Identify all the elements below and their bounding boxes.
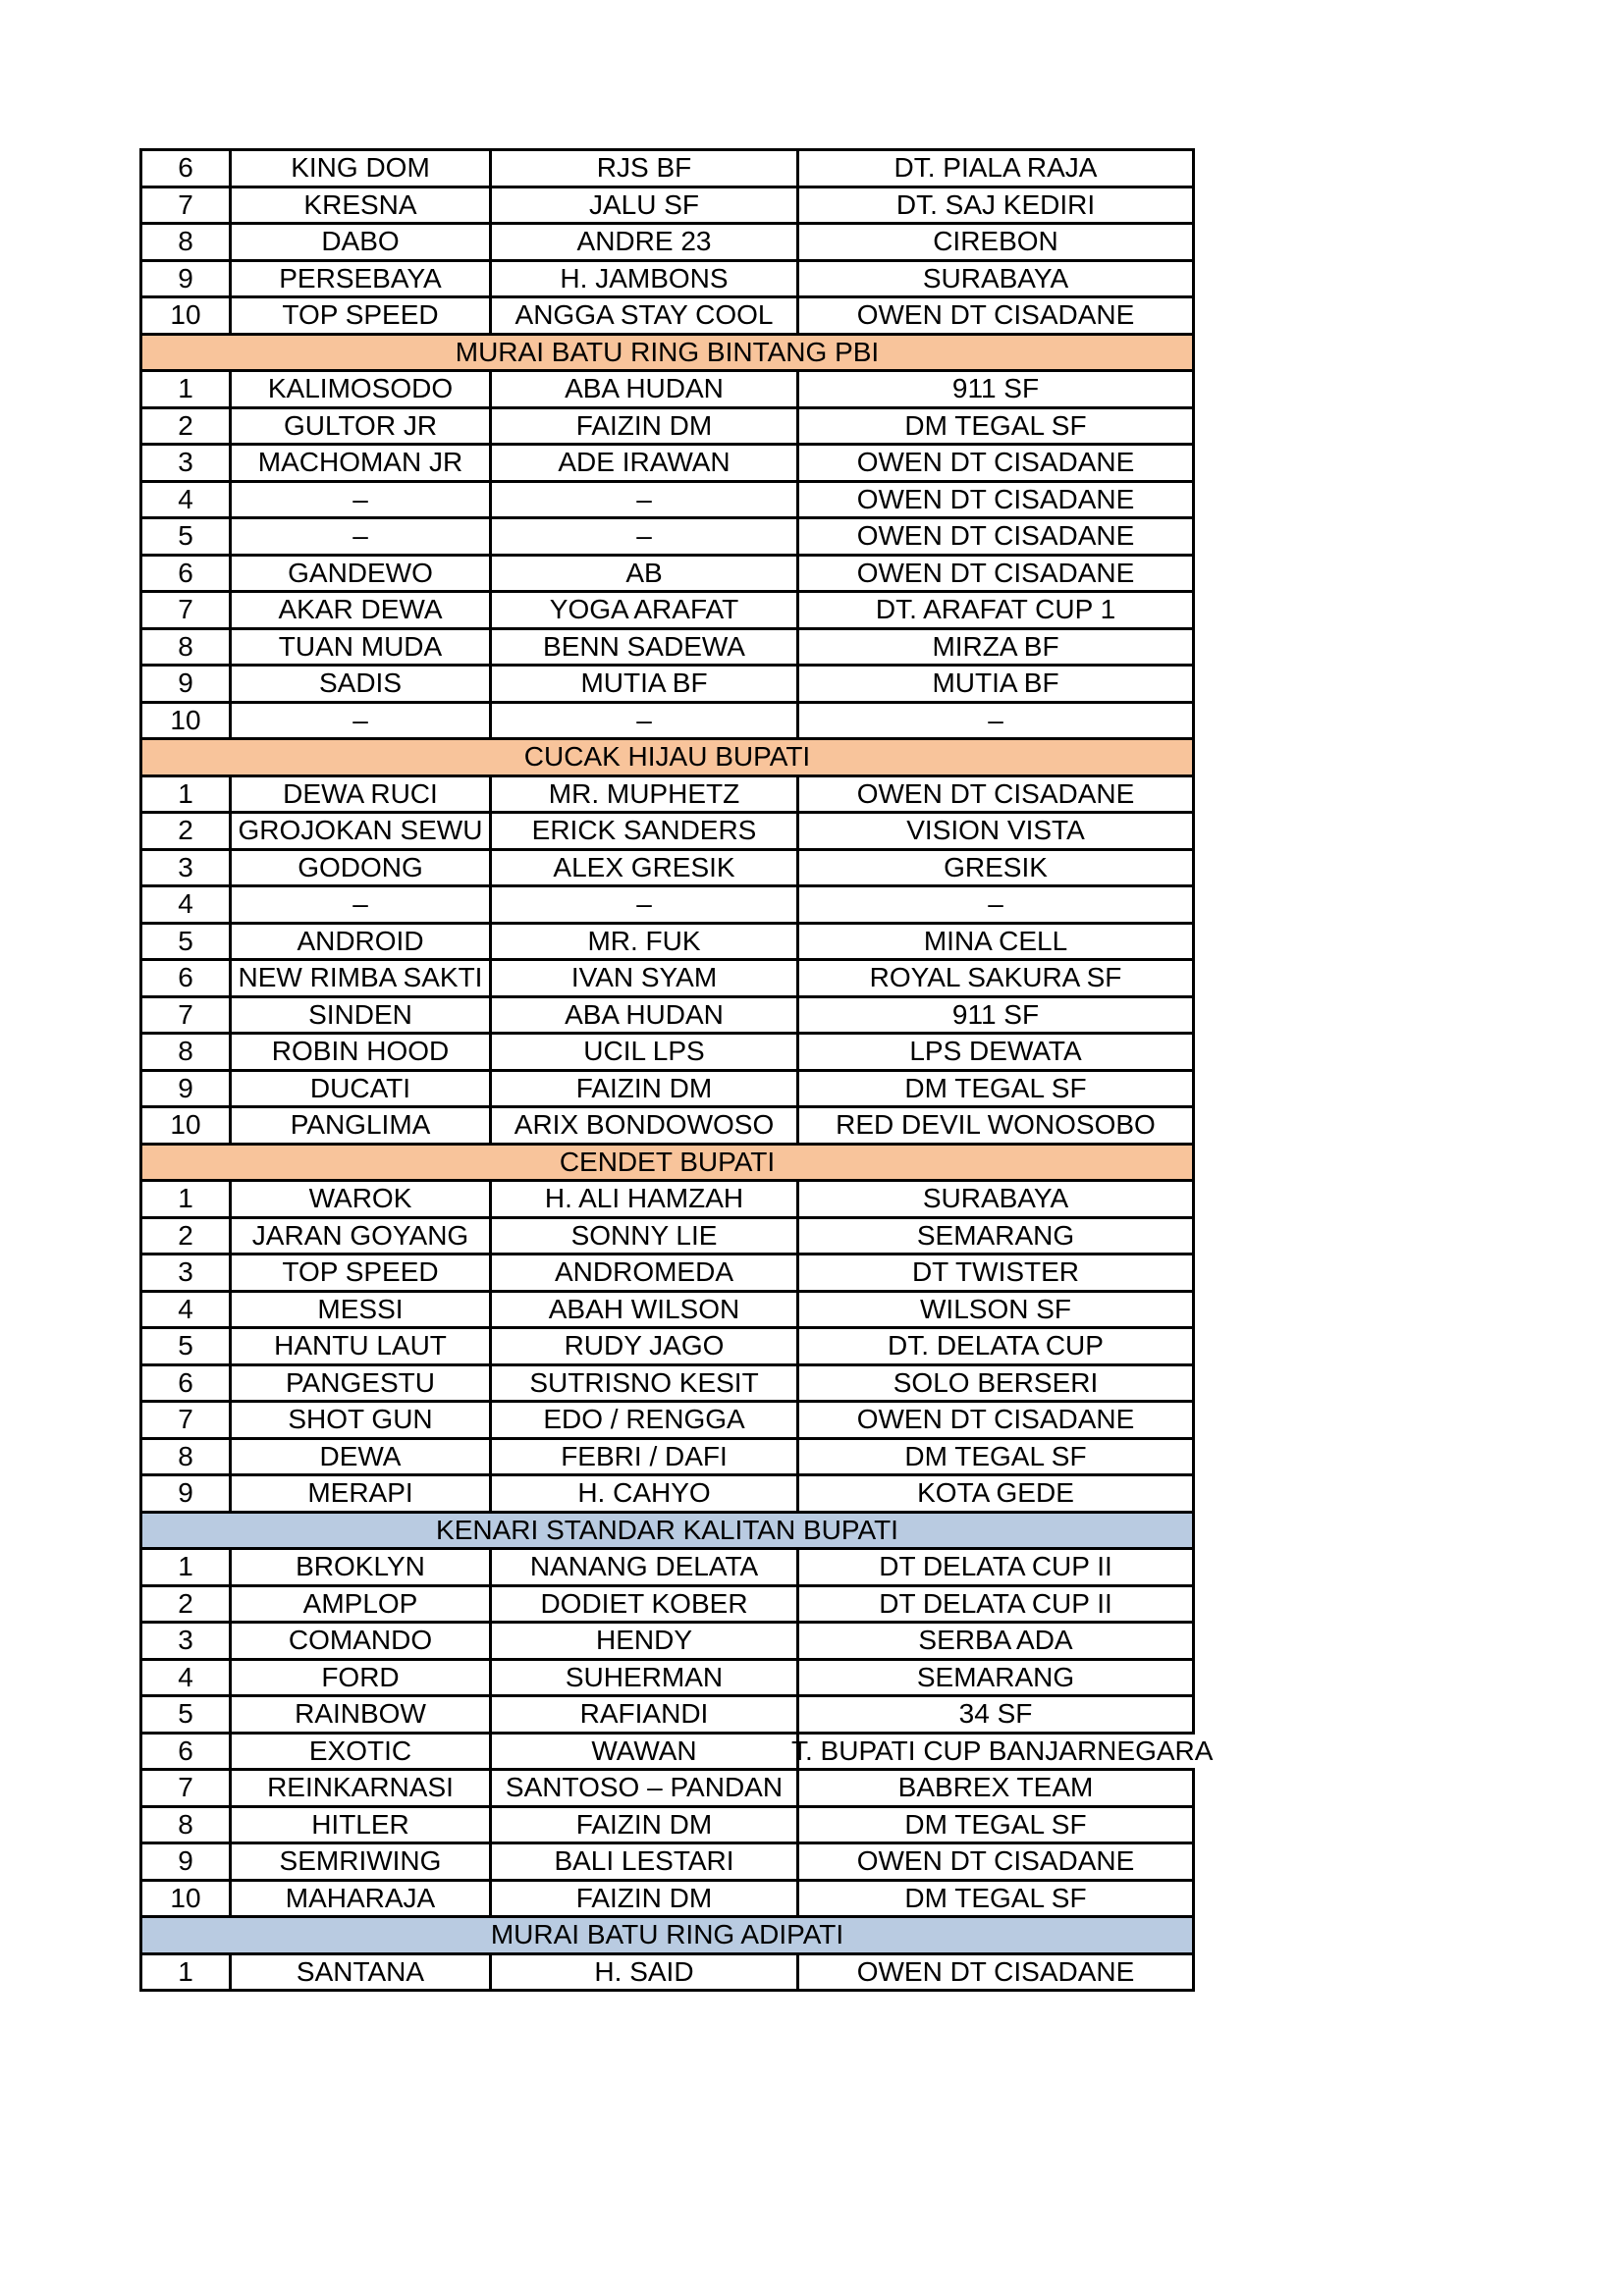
team-cell: OWEN DT CISADANE — [798, 297, 1194, 335]
rank-cell: 8 — [141, 1438, 231, 1475]
owner-cell: FAIZIN DM — [491, 1070, 798, 1107]
rank-cell: 5 — [141, 518, 231, 556]
table-row — [141, 1806, 1194, 1843]
owner-cell: ADE IRAWAN — [491, 445, 798, 482]
rank-cell: 1 — [141, 1549, 231, 1586]
table-row — [141, 1107, 1194, 1145]
team-cell: SERBA ADA — [798, 1623, 1194, 1660]
owner-cell: H. SAID — [491, 1953, 798, 1991]
bird-name-cell: MACHOMAN JR — [231, 445, 491, 482]
owner-cell: ERICK SANDERS — [491, 813, 798, 850]
bird-name-cell: KING DOM — [231, 150, 491, 187]
team-cell: DM TEGAL SF — [798, 407, 1194, 445]
team-cell: 911 SF — [798, 371, 1194, 408]
team-cell: SURABAYA — [798, 260, 1194, 297]
rank-cell: 1 — [141, 1181, 231, 1218]
team-cell: MUTIA BF — [798, 666, 1194, 703]
section-title: CENDET BUPATI — [141, 1144, 1194, 1181]
rank-cell: 4 — [141, 481, 231, 518]
table-row — [141, 1438, 1194, 1475]
team-cell: OWEN DT CISADANE — [798, 555, 1194, 592]
rank-cell: 6 — [141, 960, 231, 997]
owner-cell: DODIET KOBER — [491, 1585, 798, 1623]
section-header-row — [141, 334, 1194, 371]
bird-name-cell: REINKARNASI — [231, 1770, 491, 1807]
team-cell: 911 SF — [798, 996, 1194, 1034]
bird-name-cell: HANTU LAUT — [231, 1328, 491, 1365]
results-table-body — [141, 150, 1214, 1991]
owner-cell: ANGGA STAY COOL — [491, 297, 798, 335]
team-cell: – — [798, 886, 1194, 924]
bird-name-cell: KALIMOSODO — [231, 371, 491, 408]
team-text: T. BUPATI CUP BANJARNEGARA — [791, 1735, 1214, 1766]
table-row — [141, 1034, 1194, 1071]
team-cell: OWEN DT CISADANE — [798, 481, 1194, 518]
bird-name-cell: – — [231, 481, 491, 518]
rank-cell: 9 — [141, 666, 231, 703]
owner-cell: RAFIANDI — [491, 1696, 798, 1734]
table-row — [141, 1549, 1194, 1586]
section-title: KENARI STANDAR KALITAN BUPATI — [141, 1512, 1194, 1549]
table-row — [141, 260, 1194, 297]
team-cell: OWEN DT CISADANE — [798, 1402, 1194, 1439]
section-title: CUCAK HIJAU BUPATI — [141, 739, 1194, 776]
bird-name-cell: NEW RIMBA SAKTI — [231, 960, 491, 997]
team-cell: DT. ARAFAT CUP 1 — [798, 592, 1194, 629]
rank-cell: 10 — [141, 702, 231, 739]
rank-cell: 6 — [141, 1733, 231, 1770]
team-cell: – — [798, 702, 1194, 739]
bird-name-cell: – — [231, 886, 491, 924]
table-row — [141, 1696, 1194, 1734]
rank-cell: 3 — [141, 849, 231, 886]
owner-cell: NANANG DELATA — [491, 1549, 798, 1586]
bird-name-cell: AMPLOP — [231, 1585, 491, 1623]
bird-name-cell: – — [231, 702, 491, 739]
owner-cell: IVAN SYAM — [491, 960, 798, 997]
table-row — [141, 1733, 1194, 1770]
bird-name-cell: GROJOKAN SEWU — [231, 813, 491, 850]
table-row — [141, 1880, 1194, 1917]
bird-name-cell: PANGESTU — [231, 1364, 491, 1402]
team-cell: DT DELATA CUP II — [798, 1549, 1194, 1586]
rank-cell: 4 — [141, 1291, 231, 1328]
rank-cell: 10 — [141, 297, 231, 335]
owner-cell: SUTRISNO KESIT — [491, 1364, 798, 1402]
table-row — [141, 1181, 1194, 1218]
rank-cell: 10 — [141, 1107, 231, 1145]
rank-cell: 1 — [141, 1953, 231, 1991]
bird-name-cell: DEWA RUCI — [231, 775, 491, 813]
table-row — [141, 1770, 1194, 1807]
owner-cell: YOGA ARAFAT — [491, 592, 798, 629]
owner-cell: BENN SADEWA — [491, 628, 798, 666]
owner-cell: – — [491, 702, 798, 739]
table-row — [141, 407, 1194, 445]
owner-cell: MR. FUK — [491, 923, 798, 960]
team-cell: DT DELATA CUP II — [798, 1585, 1194, 1623]
rank-cell: 2 — [141, 813, 231, 850]
table-row — [141, 849, 1194, 886]
team-cell: DM TEGAL SF — [798, 1880, 1194, 1917]
rank-cell: 1 — [141, 371, 231, 408]
owner-cell: FEBRI / DAFI — [491, 1438, 798, 1475]
table-row — [141, 628, 1194, 666]
table-row — [141, 813, 1194, 850]
table-row — [141, 1623, 1194, 1660]
table-row — [141, 518, 1194, 556]
table-row — [141, 481, 1194, 518]
bird-name-cell: – — [231, 518, 491, 556]
bird-name-cell: BROKLYN — [231, 1549, 491, 1586]
team-cell: OWEN DT CISADANE — [798, 775, 1194, 813]
rank-cell: 6 — [141, 150, 231, 187]
rank-cell: 9 — [141, 1070, 231, 1107]
table-row — [141, 1953, 1194, 1991]
bird-name-cell: GODONG — [231, 849, 491, 886]
bird-name-cell: DUCATI — [231, 1070, 491, 1107]
team-cell: OWEN DT CISADANE — [798, 1953, 1194, 1991]
table-row — [141, 1475, 1194, 1513]
team-cell: RED DEVIL WONOSOBO — [798, 1107, 1194, 1145]
owner-cell: ARIX BONDOWOSO — [491, 1107, 798, 1145]
bird-name-cell: SADIS — [231, 666, 491, 703]
table-row — [141, 445, 1194, 482]
team-cell: WILSON SF — [798, 1291, 1194, 1328]
rank-cell: 3 — [141, 445, 231, 482]
owner-cell: SANTOSO – PANDAN — [491, 1770, 798, 1807]
rank-cell: 9 — [141, 260, 231, 297]
rank-cell: 5 — [141, 923, 231, 960]
owner-cell: RUDY JAGO — [491, 1328, 798, 1365]
team-cell: OWEN DT CISADANE — [798, 518, 1194, 556]
table-row — [141, 224, 1194, 261]
bird-name-cell: SINDEN — [231, 996, 491, 1034]
owner-cell: MR. MUPHETZ — [491, 775, 798, 813]
owner-cell: H. JAMBONS — [491, 260, 798, 297]
section-header-row — [141, 739, 1194, 776]
owner-cell: – — [491, 886, 798, 924]
owner-cell: FAIZIN DM — [491, 1880, 798, 1917]
bird-name-cell: SANTANA — [231, 1953, 491, 1991]
rank-cell: 10 — [141, 1880, 231, 1917]
section-header-row — [141, 1144, 1194, 1181]
team-cell: DM TEGAL SF — [798, 1806, 1194, 1843]
table-row — [141, 702, 1194, 739]
section-header-row — [141, 1917, 1194, 1954]
bird-name-cell: TUAN MUDA — [231, 628, 491, 666]
bird-name-cell: KRESNA — [231, 187, 491, 224]
rank-cell: 7 — [141, 1770, 231, 1807]
table-row — [141, 1291, 1194, 1328]
owner-cell: H. ALI HAMZAH — [491, 1181, 798, 1218]
table-row — [141, 1328, 1194, 1365]
owner-cell: – — [491, 518, 798, 556]
table-row — [141, 923, 1194, 960]
bird-name-cell: MESSI — [231, 1291, 491, 1328]
owner-cell: HENDY — [491, 1623, 798, 1660]
team-cell: DT. PIALA RAJA — [798, 150, 1194, 187]
results-table — [139, 148, 1214, 1992]
owner-cell: BALI LESTARI — [491, 1843, 798, 1881]
bird-name-cell: ROBIN HOOD — [231, 1034, 491, 1071]
rank-cell: 6 — [141, 1364, 231, 1402]
team-cell: GRESIK — [798, 849, 1194, 886]
rank-cell: 9 — [141, 1475, 231, 1513]
owner-cell: UCIL LPS — [491, 1034, 798, 1071]
table-row — [141, 150, 1194, 187]
bird-name-cell: MERAPI — [231, 1475, 491, 1513]
team-cell: SEMARANG — [798, 1659, 1194, 1696]
rank-cell: 4 — [141, 886, 231, 924]
results-sheet — [139, 148, 1214, 1992]
owner-cell: ANDRE 23 — [491, 224, 798, 261]
rank-cell: 7 — [141, 996, 231, 1034]
section-title: MURAI BATU RING ADIPATI — [141, 1917, 1194, 1954]
owner-cell: WAWAN — [491, 1733, 798, 1770]
table-row — [141, 666, 1194, 703]
table-row — [141, 1843, 1194, 1881]
owner-cell: ABA HUDAN — [491, 371, 798, 408]
table-row — [141, 187, 1194, 224]
bird-name-cell: PERSEBAYA — [231, 260, 491, 297]
bird-name-cell: HITLER — [231, 1806, 491, 1843]
owner-cell: RJS BF — [491, 150, 798, 187]
team-cell: KOTA GEDE — [798, 1475, 1194, 1513]
owner-cell: H. CAHYO — [491, 1475, 798, 1513]
team-cell: DT. DELATA CUP — [798, 1328, 1194, 1365]
team-cell: SOLO BERSERI — [798, 1364, 1194, 1402]
owner-cell: MUTIA BF — [491, 666, 798, 703]
table-row — [141, 1070, 1194, 1107]
bird-name-cell: EXOTIC — [231, 1733, 491, 1770]
rank-cell: 8 — [141, 1806, 231, 1843]
table-row — [141, 555, 1194, 592]
team-cell: MIRZA BF — [798, 628, 1194, 666]
team-cell: OWEN DT CISADANE — [798, 445, 1194, 482]
bird-name-cell: DEWA — [231, 1438, 491, 1475]
rank-cell: 8 — [141, 224, 231, 261]
bird-name-cell: GANDEWO — [231, 555, 491, 592]
bird-name-cell: SHOT GUN — [231, 1402, 491, 1439]
owner-cell: ALEX GRESIK — [491, 849, 798, 886]
bird-name-cell: ANDROID — [231, 923, 491, 960]
section-header-row — [141, 1512, 1194, 1549]
table-row — [141, 960, 1194, 997]
bird-name-cell: MAHARAJA — [231, 1880, 491, 1917]
bird-name-cell: TOP SPEED — [231, 1255, 491, 1292]
rank-cell: 1 — [141, 775, 231, 813]
owner-cell: FAIZIN DM — [491, 407, 798, 445]
table-row — [141, 592, 1194, 629]
bird-name-cell: COMANDO — [231, 1623, 491, 1660]
team-cell: DT TWISTER — [798, 1255, 1194, 1292]
section-title: MURAI BATU RING BINTANG PBI — [141, 334, 1194, 371]
team-cell: BABREX TEAM — [798, 1770, 1194, 1807]
bird-name-cell: RAINBOW — [231, 1696, 491, 1734]
rank-cell: 7 — [141, 187, 231, 224]
owner-cell: ABA HUDAN — [491, 996, 798, 1034]
table-row — [141, 1402, 1194, 1439]
team-cell: DM TEGAL SF — [798, 1438, 1194, 1475]
team-cell: SURABAYA — [798, 1181, 1194, 1218]
table-row — [141, 297, 1194, 335]
owner-cell: FAIZIN DM — [491, 1806, 798, 1843]
team-cell: OWEN DT CISADANE — [798, 1843, 1194, 1881]
team-cell: VISION VISTA — [798, 813, 1194, 850]
bird-name-cell: WAROK — [231, 1181, 491, 1218]
owner-cell: SONNY LIE — [491, 1217, 798, 1255]
rank-cell: 6 — [141, 555, 231, 592]
owner-cell: JALU SF — [491, 187, 798, 224]
table-row — [141, 775, 1194, 813]
bird-name-cell: SEMRIWING — [231, 1843, 491, 1881]
owner-cell: – — [491, 481, 798, 518]
rank-cell: 3 — [141, 1255, 231, 1292]
table-row — [141, 996, 1194, 1034]
team-cell: 34 SF — [798, 1696, 1194, 1734]
rank-cell: 5 — [141, 1696, 231, 1734]
bird-name-cell: TOP SPEED — [231, 297, 491, 335]
rank-cell: 2 — [141, 1217, 231, 1255]
owner-cell: ANDROMEDA — [491, 1255, 798, 1292]
rank-cell: 9 — [141, 1843, 231, 1881]
team-cell — [791, 1733, 1214, 1770]
owner-cell: EDO / RENGGA — [491, 1402, 798, 1439]
bird-name-cell: AKAR DEWA — [231, 592, 491, 629]
bird-name-cell: FORD — [231, 1659, 491, 1696]
team-cell: DT. SAJ KEDIRI — [798, 187, 1194, 224]
owner-cell: ABAH WILSON — [491, 1291, 798, 1328]
owner-cell: AB — [491, 555, 798, 592]
rank-cell: 7 — [141, 592, 231, 629]
team-cell: SEMARANG — [798, 1217, 1194, 1255]
bird-name-cell: DABO — [231, 224, 491, 261]
table-row — [141, 1659, 1194, 1696]
bird-name-cell: JARAN GOYANG — [231, 1217, 491, 1255]
rank-cell: 7 — [141, 1402, 231, 1439]
rank-cell: 5 — [141, 1328, 231, 1365]
table-row — [141, 886, 1194, 924]
table-row — [141, 371, 1194, 408]
bird-name-cell: GULTOR JR — [231, 407, 491, 445]
rank-cell: 4 — [141, 1659, 231, 1696]
team-cell: ROYAL SAKURA SF — [798, 960, 1194, 997]
table-row — [141, 1217, 1194, 1255]
rank-cell: 2 — [141, 1585, 231, 1623]
team-cell: LPS DEWATA — [798, 1034, 1194, 1071]
table-row — [141, 1364, 1194, 1402]
rank-cell: 8 — [141, 628, 231, 666]
rank-cell: 3 — [141, 1623, 231, 1660]
owner-cell: SUHERMAN — [491, 1659, 798, 1696]
rank-cell: 2 — [141, 407, 231, 445]
team-cell: MINA CELL — [798, 923, 1194, 960]
team-cell: CIREBON — [798, 224, 1194, 261]
team-cell: DM TEGAL SF — [798, 1070, 1194, 1107]
table-row — [141, 1255, 1194, 1292]
rank-cell: 8 — [141, 1034, 231, 1071]
bird-name-cell: PANGLIMA — [231, 1107, 491, 1145]
table-row — [141, 1585, 1194, 1623]
